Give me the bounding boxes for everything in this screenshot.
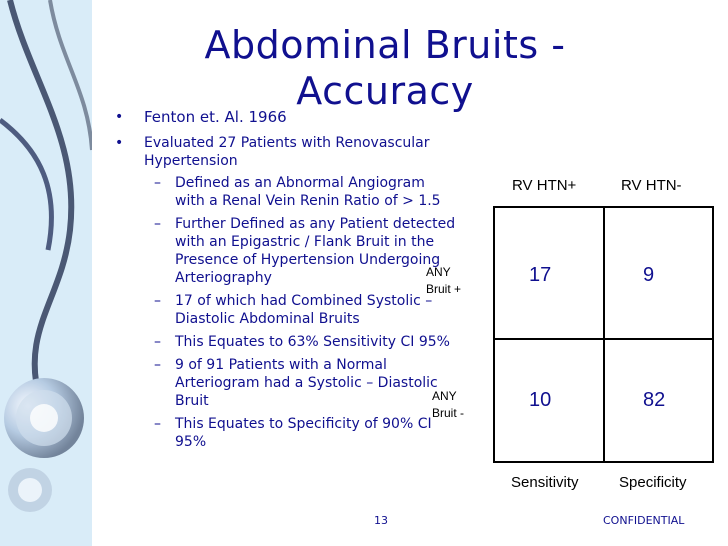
page-number: 13 (374, 514, 388, 527)
sub-bullet-list (144, 174, 458, 451)
page-title: Abdominal Bruits - Accuracy (204, 23, 566, 113)
table-divider-vertical (603, 208, 605, 461)
row-label-bruit-positive (426, 264, 461, 298)
column-header-rv-htn-positive: RV HTN+ (512, 177, 577, 194)
bullet-item: • Fenton et. Al. 1966 (113, 108, 458, 126)
table-divider-horizontal (495, 338, 712, 340)
sub-bullet-item: – Defined as an Abnormal Angiogram with a Renal Vein Renin Ratio of > 1.5 (144, 174, 458, 210)
sub-bullet-item: – 17 of which had Combined Systolic – Diastolic Abdominal Bruits (144, 292, 458, 328)
bullet-list (113, 108, 458, 459)
confidential-label: CONFIDENTIAL (603, 514, 685, 527)
row-label-bruit-negative (432, 388, 464, 422)
sub-bullet-item: – This Equates to 63% Sensitivity CI 95% (144, 333, 458, 351)
cell-true-negative: 82 (643, 389, 666, 411)
row-label-line: Bruit - (432, 406, 465, 420)
contingency-table (493, 206, 714, 463)
footer-specificity: Specificity (619, 474, 687, 491)
row-label-line: ANY (432, 389, 457, 403)
bullet-text: Evaluated 27 Patients with Renovascular Hypertension (144, 135, 430, 169)
sub-bullet-item: – This Equates to Specificity of 90% CI 95% (144, 415, 458, 451)
column-header-rv-htn-negative: RV HTN- (621, 177, 682, 194)
footer-sensitivity: Sensitivity (511, 474, 579, 491)
row-label-line: ANY (426, 265, 451, 279)
sub-bullet-item: – 9 of 91 Patients with a Normal Arteriogram had a Systolic – Diastolic Bruit (144, 356, 458, 410)
bullet-item (113, 134, 458, 451)
sub-bullet-item: – Further Defined as any Patient detected with an Epigastric / Flank Bruit in the Presence of Hypertension Undergoing Arteriography (144, 215, 458, 287)
row-label-line: Bruit + (426, 282, 462, 296)
cell-false-positive: 9 (643, 264, 655, 286)
stethoscope-image (0, 0, 92, 546)
cell-true-positive: 17 (529, 264, 552, 286)
cell-false-negative: 10 (529, 389, 552, 411)
